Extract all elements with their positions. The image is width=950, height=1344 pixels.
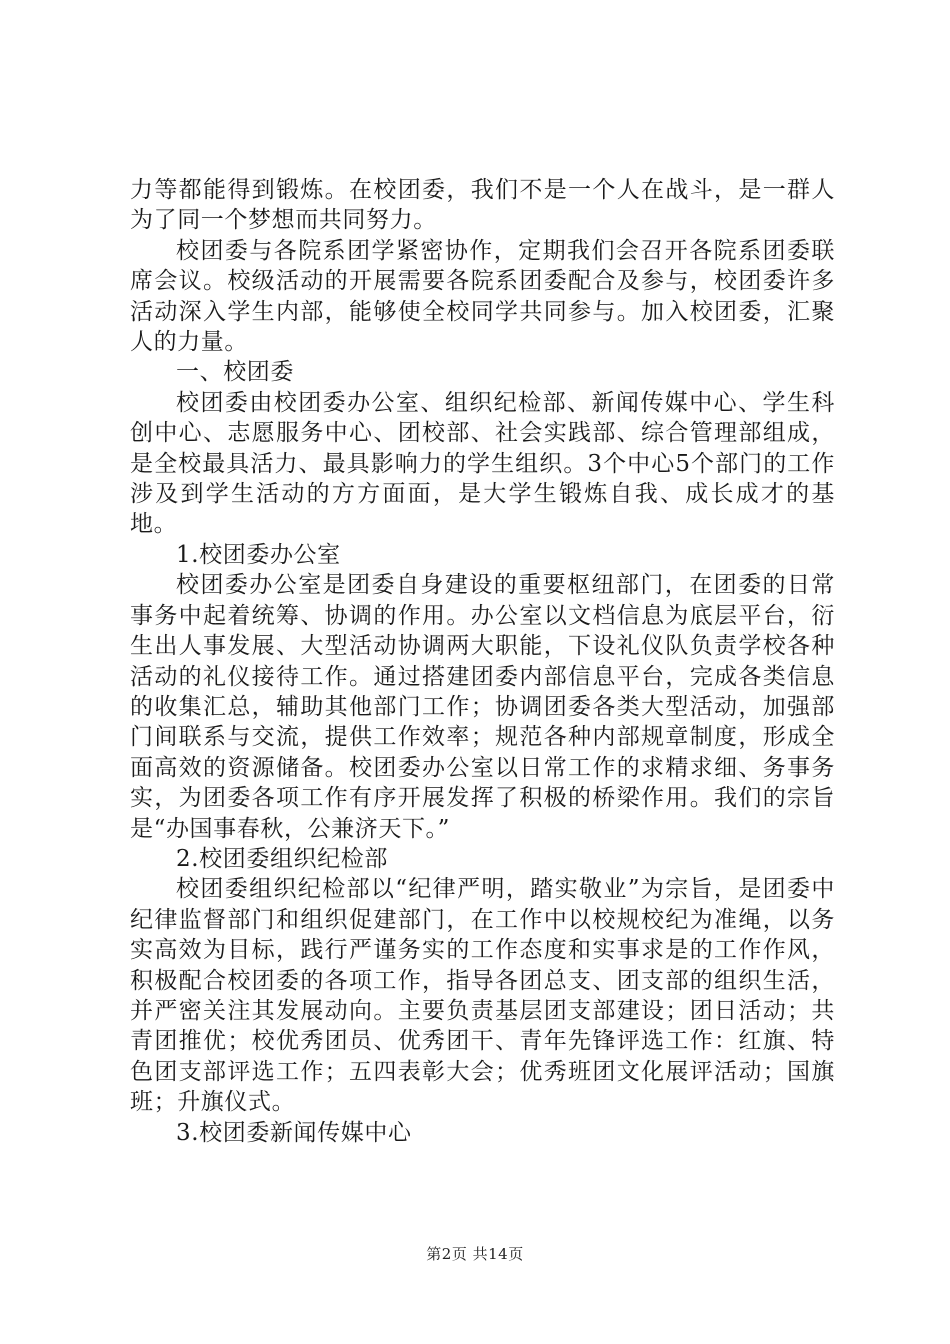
document-body [130,175,835,1148]
paragraph-collaboration: 校团委与各院系团学紧密协作，定期我们会召开各院系团委联席会议。校级活动的开展需要各院系团委配合及参与，校团委许多活动深入学生内部，能够使全校同学共同参与。加入校团委，汇聚人的力量。 [130,237,835,356]
section-heading-league-committee: 一、校团委 [176,359,294,386]
subheading-office: 1.校团委办公室 [176,541,341,568]
paragraph-organization-discipline: 校团委组织纪检部以“纪律严明，踏实敬业”为宗旨，是团委中纪律监督部门和组织促建部门，在工作中以校规校纪为准绳，以务实高效为目标，践行严谨务实的工作态度和实事求是的工作作风，积极配合校团委的各项工作，指导各团总支、团支部的组织生活，并严密关注其发展动向。主要负责基层团支部建设；团日活动；共青团推优；校优秀团员、优秀团干、青年先锋评选工作：红旗、特色团支部评选工作；五四表彰大会；优秀班团文化展评活动；国旗班；升旗仪式。 [130,876,835,1116]
subheading-media-center: 3.校团委新闻传媒中心 [176,1119,412,1146]
subheading-organization-discipline: 2.校团委组织纪检部 [176,845,388,872]
paragraph-continuation: 力等都能得到锻炼。在校团委，我们不是一个人在战斗，是一群人为了同一个梦想而共同努力。 [130,177,835,234]
page-number-footer: 第2页 共14页 [426,1245,524,1263]
paragraph-office: 校团委办公室是团委自身建设的重要枢纽部门，在团委的日常事务中起着统筹、协调的作用。办公室以文档信息为底层平台，衍生出人事发展、大型活动协调两大职能，下设礼仪队负责学校各种活动的礼仪接待工作。通过搭建团委内部信息平台，完成各类信息的收集汇总，辅助其他部门工作；协调团委各类大型活动，加强部门间联系与交流，提供工作效率；规范各种内部规章制度，形成全面高效的资源储备。校团委办公室以日常工作的求精求细、务事务实，为团委各项工作有序开展发挥了积极的桥梁作用。我们的宗旨是“办国事春秋，公兼济天下。” [130,572,835,842]
paragraph-league-overview: 校团委由校团委办公室、组织纪检部、新闻传媒中心、学生科创中心、志愿服务中心、团校部、社会实践部、综合管理部组成，是全校最具活力、最具影响力的学生组织。3个中心5个部门的工作涉及到学生活动的方方面面，是大学生锻炼自我、成长成才的基地。 [130,389,835,538]
